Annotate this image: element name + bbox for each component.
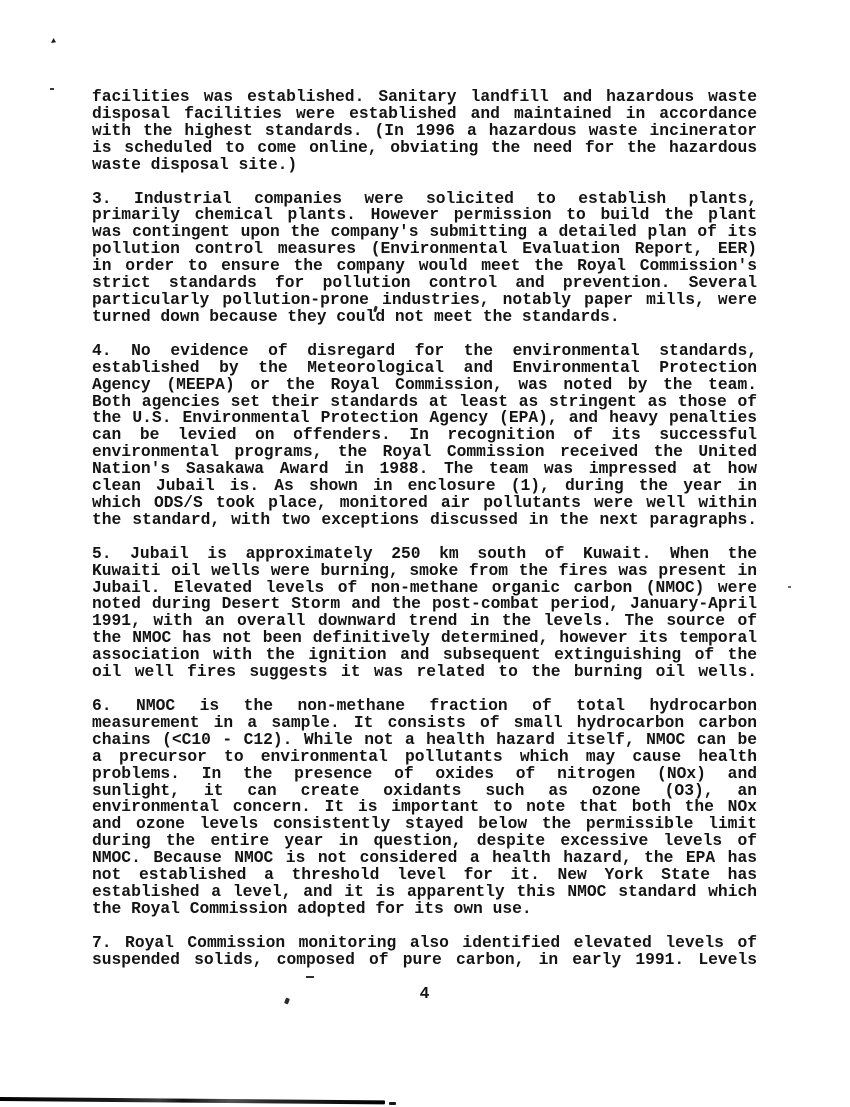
text-line: problems. In the presence of oxides of nitrogen (NOx) and	[92, 763, 757, 783]
scan-speck	[389, 1102, 396, 1105]
paragraph-2-continuation	[92, 89, 757, 174]
text-line: established by the Meteorological and Environmental Protection	[92, 357, 757, 377]
text-line: primarily chemical plants. However permission to build the plant	[92, 205, 757, 225]
paragraph-6	[92, 698, 757, 918]
text-line: chains (<C10 - C12). While not a health hazard itself, NMOC can be	[92, 729, 757, 749]
scan-speck	[50, 88, 54, 90]
text-line: the NMOC has not been definitively determined, however its temporal	[92, 628, 757, 648]
text-line: not established a threshold level for it. New York State has	[92, 865, 757, 885]
text-line: 5. Jubail is approximately 250 km south of Kuwait. When the	[92, 543, 757, 563]
scan-speck	[306, 976, 314, 978]
text-line: the U.S. Environmental Protection Agency (EPA), and heavy penalties	[92, 408, 757, 428]
text-line: in order to ensure the company would meet the Royal Commission's	[92, 256, 757, 276]
text-line: a precursor to environmental pollutants which may cause health	[92, 746, 757, 766]
paragraph-4	[92, 340, 757, 529]
text-line: environmental concern. It is important to note that both the NOx	[92, 797, 757, 817]
text-line: particularly pollution-prone industries, notably paper mills, were	[92, 289, 757, 309]
page-number: 4	[419, 984, 430, 1003]
text-line: environmental programs, the Royal Commission received the United	[92, 442, 757, 462]
text-line: can be levied on offenders. In recognition of its successful	[92, 425, 757, 445]
text-line: 3. Industrial companies were solicited to establish plants,	[92, 188, 757, 208]
text-line: suspended solids, composed of pure carbon, in early 1991. Levels	[92, 949, 757, 969]
text-line: is scheduled to come online, obviating the need for the hazardous	[92, 137, 757, 157]
scan-artifact-line	[0, 1097, 385, 1104]
scan-speck	[788, 586, 791, 588]
text-line: Both agencies set their standards at least as stringent as those of	[92, 391, 757, 411]
text-line: clean Jubail is. As shown in enclosure (1), during the year in	[92, 476, 757, 496]
text-line: facilities was established. Sanitary landfill and hazardous waste	[92, 87, 757, 106]
text-line: Jubail. Elevated levels of non-methane organic carbon (NMOC) were	[92, 577, 757, 597]
text-line: which ODS/S took place, monitored air pollutants were well within	[92, 492, 757, 512]
text-line: oil well fires suggests it was related to the burning oil wells.	[92, 662, 757, 682]
text-line: Nation's Sasakawa Award in 1988. The team was impressed at how	[92, 459, 757, 479]
text-line: 1991, with an overall downward trend in the levels. The source of	[92, 611, 757, 631]
text-line: 6. NMOC is the non-methane fraction of total hydrocarbon	[92, 696, 757, 715]
text-line: and ozone levels consistently stayed below the permissible limit	[92, 814, 757, 834]
text-line: noted during Desert Storm and the post-combat period, January-April	[92, 594, 757, 614]
text-line: 4. No evidence of disregard for the environmental standards,	[92, 340, 757, 360]
text-line: with the highest standards. (In 1996 a hazardous waste incinerator	[92, 120, 757, 140]
text-line: established a level, and it is apparently this NMOC standard which	[92, 881, 757, 901]
document-body	[92, 89, 757, 986]
text-line: measurement in a sample. It consists of small hydrocarbon carbon	[92, 712, 757, 732]
text-line: the Royal Commission adopted for its own use.	[92, 898, 532, 918]
text-line: pollution control measures (Environmental Evaluation Report, EER)	[92, 239, 757, 259]
text-line: the standard, with two exceptions discussed in the next paragraphs.	[92, 509, 757, 529]
text-line: association with the ignition and subsequent extinguishing of the	[92, 645, 757, 665]
text-line: Agency (MEEPA) or the Royal Commission, was noted by the team.	[92, 374, 757, 394]
text-line: NMOC. Because NMOC is not considered a health hazard, the EPA has	[92, 848, 757, 868]
text-line: during the entire year in question, despite excessive levels of	[92, 831, 757, 851]
text-line: Kuwaiti oil wells were burning, smoke from the fires was present in	[92, 560, 757, 580]
text-line: disposal facilities were established and maintained in accordance	[92, 103, 757, 123]
paragraph-3	[92, 188, 757, 326]
paragraph-5	[92, 543, 757, 682]
scan-speck	[51, 38, 56, 43]
text-line: 7. Royal Commission monitoring also identified elevated levels of	[92, 932, 757, 952]
text-line: was contingent upon the company's submitting a detailed plan of its	[92, 222, 757, 242]
text-line: turned down because they could not meet the standards.	[92, 306, 620, 326]
paragraph-7	[92, 932, 757, 969]
text-line: strict standards for pollution control and prevention. Several	[92, 273, 757, 293]
text-line: sunlight, it can create oxidants such as ozone (O3), an	[92, 780, 757, 800]
text-line: waste disposal site.)	[92, 154, 298, 174]
